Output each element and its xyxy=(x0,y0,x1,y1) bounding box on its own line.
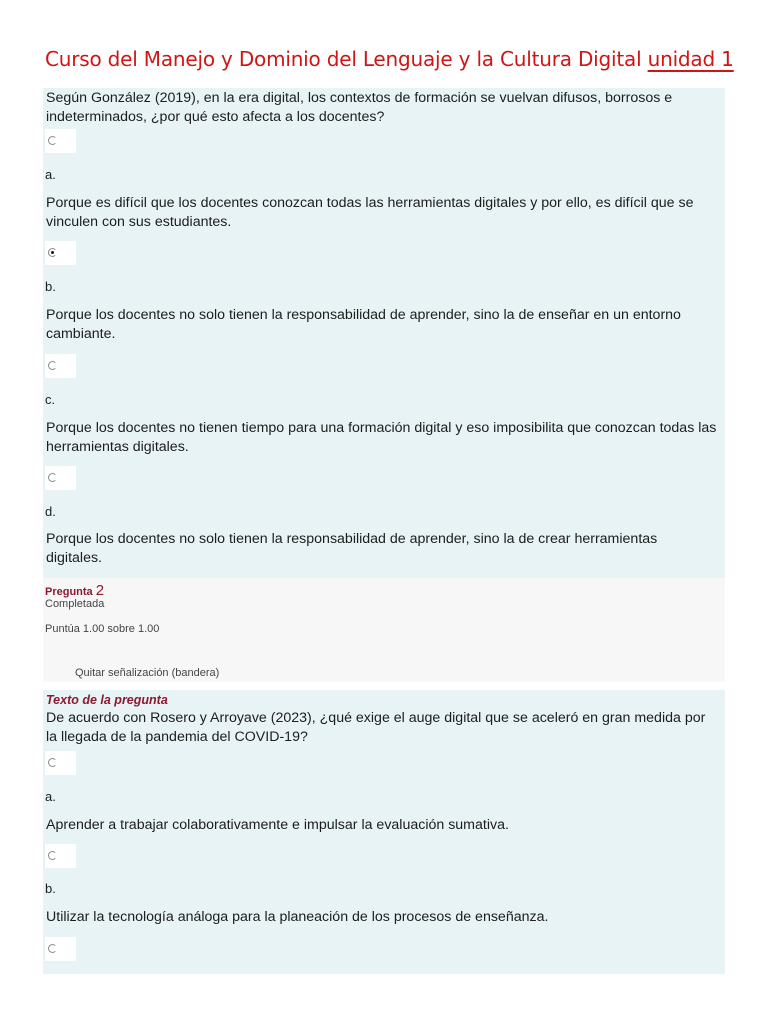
question-score: Puntúa 1.00 sobre 1.00 xyxy=(45,623,160,635)
question-1-box xyxy=(43,88,725,578)
radio-unchecked-icon xyxy=(48,361,57,370)
radio-checked-icon xyxy=(48,248,57,257)
option-a-radio[interactable] xyxy=(45,129,76,153)
question-status: Completada xyxy=(45,598,105,610)
question-1-prompt: Según González (2019), en la era digital, los contextos de formación se vuelvan difusos, borrosos e indeterminados, ¿por qué esto afecta a los docentes? xyxy=(46,90,673,125)
option-d-radio[interactable] xyxy=(45,466,76,490)
radio-unchecked-icon xyxy=(48,473,57,482)
radio-unchecked-icon xyxy=(48,851,57,860)
option-b-letter: b. xyxy=(45,279,56,294)
remove-flag-link[interactable]: Quitar señalización (bandera) xyxy=(75,667,220,679)
q2-option-a-text: Aprender a trabajar colaborativamente e impulsar la evaluación sumativa. xyxy=(46,817,509,833)
question-number-label xyxy=(45,582,104,599)
radio-unchecked-icon xyxy=(48,944,57,953)
option-a-letter: a. xyxy=(45,167,56,182)
option-b-text: Porque los docentes no solo tienen la responsabilidad de aprender, sino la de enseñar en un entorno cambiante. xyxy=(46,307,681,342)
question-2-box xyxy=(43,690,725,974)
question-text-label: Texto de la pregunta xyxy=(46,693,168,707)
option-a-text: Porque es difícil que los docentes conozcan todas las herramientas digitales y por ello, es difícil que se vinculen con sus estudiantes. xyxy=(46,195,694,230)
q2-option-b-radio[interactable] xyxy=(45,844,76,868)
option-d-letter: d. xyxy=(45,504,56,519)
question-number: 2 xyxy=(95,582,105,599)
question-2-info xyxy=(43,578,725,682)
q2-option-c-radio[interactable] xyxy=(45,937,76,961)
option-c-letter: c. xyxy=(45,392,56,407)
title-text: Curso del Manejo y Dominio del Lenguaje y la Cultura Digital xyxy=(45,47,642,71)
document-title xyxy=(45,47,734,71)
q2-option-b-text: Utilizar la tecnología análoga para la planeación de los procesos de enseñanza. xyxy=(46,909,549,925)
option-d-text: Porque los docentes no solo tienen la responsabilidad de aprender, sino la de crear herramientas digitales. xyxy=(46,531,658,566)
radio-unchecked-icon xyxy=(48,136,57,145)
q2-option-b-letter: b. xyxy=(45,881,56,896)
question-label: Pregunta xyxy=(45,586,93,598)
option-c-text: Porque los docentes no tienen tiempo para una formación digital y eso imposibilita que conozcan todas las herramientas digitales. xyxy=(46,420,717,455)
q2-option-a-radio[interactable] xyxy=(45,751,76,775)
option-c-radio[interactable] xyxy=(45,354,76,378)
question-2-prompt: De acuerdo con Rosero y Arroyave (2023), ¿qué exige el auge digital que se aceleró en gran medida por la llegada de la pandemia del COVID-19? xyxy=(46,710,706,745)
radio-unchecked-icon xyxy=(48,758,57,767)
q2-option-a-letter: a. xyxy=(45,789,56,804)
option-b-radio[interactable] xyxy=(45,241,76,265)
title-unit: unidad 1 xyxy=(647,47,734,71)
